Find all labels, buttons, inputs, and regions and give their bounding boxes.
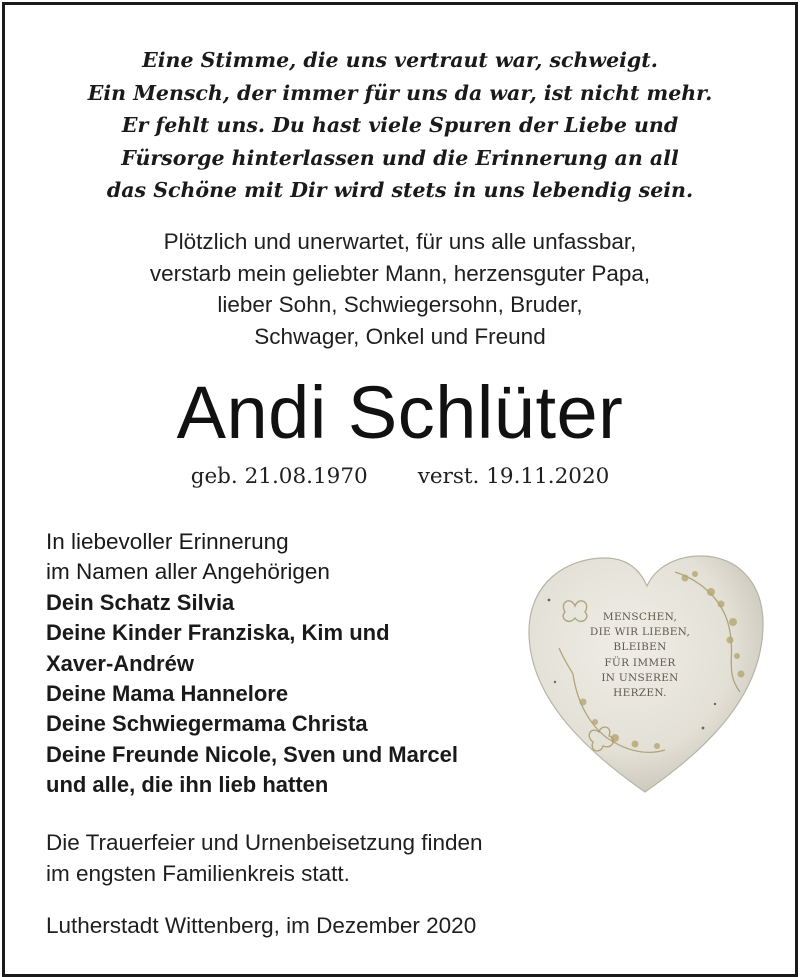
mourner-entry: Xaver-Andréw xyxy=(46,650,194,676)
heart-stone-image xyxy=(525,552,765,796)
poem-line: Fürsorge hinterlassen und die Erinnerung an all xyxy=(121,145,679,170)
heart-inscription xyxy=(583,610,697,701)
inscription-line: HERZEN. xyxy=(613,687,667,700)
mourner-entry: Deine Schwiegermama Christa xyxy=(46,711,368,737)
mourners-intro-line: im Namen aller Angehörigen xyxy=(46,559,330,585)
poem-line: das Schöne mit Dir wird stets in uns lebendig sein. xyxy=(106,178,694,202)
mourners-intro-line: In liebevoller Erinnerung xyxy=(46,529,289,554)
mourners-list xyxy=(46,527,566,801)
inscription-line: FÜR IMMER xyxy=(604,656,676,669)
mourner-entry: Deine Freunde Nicole, Sven und Marcel xyxy=(46,741,458,767)
announcement-line: Schwager, Onkel und Freund xyxy=(254,323,546,349)
inscription-line: BLEIBEN xyxy=(613,641,667,654)
mourner-entry: Dein Schatz Silvia xyxy=(46,589,235,615)
inscription-line: MENSCHEN, xyxy=(602,611,678,623)
inscription-line: DIE WIR LIEBEN, xyxy=(589,626,691,639)
announcement-line: verstarb mein geliebter Mann, herzensguter Papa, xyxy=(149,260,651,286)
inscription-line: IN UNSEREN xyxy=(601,671,679,684)
place-and-date: Lutherstadt Wittenberg, im Dezember 2020 xyxy=(46,913,477,938)
death-date: verst. 19.11.2020 xyxy=(417,464,610,489)
funeral-info-line: Die Trauerfeier und Urnenbeisetzung finden xyxy=(46,830,483,855)
funeral-info xyxy=(46,828,646,889)
announcement-text xyxy=(0,226,800,352)
deceased-name: Andi Schlüter xyxy=(176,371,624,454)
poem-line: Er fehlt uns. Du hast viele Spuren der Liebe und xyxy=(121,113,679,137)
life-dates xyxy=(0,462,800,492)
poem-line: Ein Mensch, der immer für uns da war, ist nicht mehr. xyxy=(87,80,713,105)
mourner-entry: Deine Kinder Franziska, Kim und xyxy=(46,620,390,646)
funeral-info-line: im engsten Familienkreis statt. xyxy=(46,860,350,886)
memorial-poem xyxy=(0,44,800,207)
mourner-entry: und alle, die ihn lieb hatten xyxy=(46,772,329,798)
announcement-line: lieber Sohn, Schwiegersohn, Bruder, xyxy=(217,292,583,317)
announcement-line: Plötzlich und unerwartet, für uns alle unfassbar, xyxy=(163,229,637,254)
mourner-entry: Deine Mama Hannelore xyxy=(46,681,289,707)
birth-date: geb. 21.08.1970 xyxy=(190,464,368,489)
poem-line: Eine Stimme, die uns vertraut war, schweigt. xyxy=(142,48,658,72)
